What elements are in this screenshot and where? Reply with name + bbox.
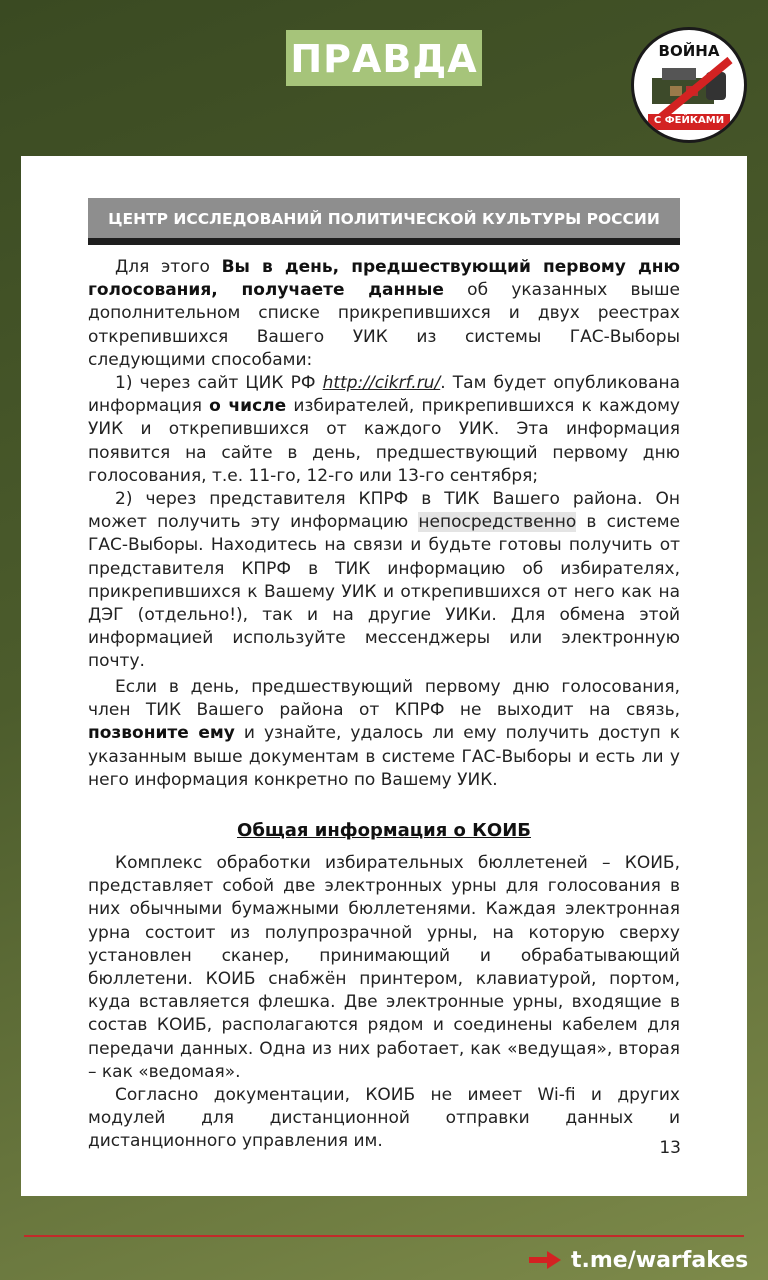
paragraph-3: 2) через представителя КПРФ в ТИК Вашего района. Он может получить эту информацию непосредственно в системе ГАС-Выборы. Находитесь на связи и будьте готовы получить от представителя КПРФ в ТИК информацию об избирателях, прикрепившихся к Вашему УИК и открепившихся от него как на ДЭГ (отдельно!), так и на другие УИКи. Для обмена этой информацией используйте мессенджеры или электронную почту.: [88, 489, 680, 672]
footer-channel-link[interactable]: [529, 1245, 748, 1275]
page-number: 13: [659, 1138, 681, 1158]
document-body-bottom: [88, 852, 680, 1154]
document-page: [21, 156, 747, 1196]
document-body-middle: [88, 676, 680, 792]
document-header: ЦЕНТР ИССЛЕДОВАНИЙ ПОЛИТИЧЕСКОЙ КУЛЬТУРЫ РОССИИ: [88, 198, 680, 245]
paragraph-2: 1) через сайт ЦИК РФ http://cikrf.ru/. Там будет опубликована информация о числе избирателей, прикрепившихся к каждому УИК и открепившихся от каждого УИК. Эта информация появится на сайте в день, предшествующий первому дню голосования, т.е. 11-го, 12-го или 13-го сентября;: [88, 373, 680, 486]
paragraph-6: Согласно документации, КОИБ не имеет Wi-fi и других модулей для дистанционной отправки данных и дистанционного управления им.: [88, 1085, 680, 1152]
section-title: Общая информация о КОИБ: [237, 820, 531, 841]
verdict-badge: ПРАВДА: [286, 30, 482, 86]
channel-link-text[interactable]: t.me/warfakes: [571, 1247, 749, 1273]
logo-top-text: ВОЙНА: [658, 42, 720, 60]
cik-link[interactable]: http://cikrf.ru/: [322, 373, 441, 394]
paragraph-4: Если в день, предшествующий первому дню голосования, член ТИК Вашего района от КПРФ не выходит на связь, позвоните ему и узнайте, удалось ли ему получить доступ к указанным выше документам в системе ГАС-Выборы и есть ли у него информация конкретно по Вашему УИК.: [88, 677, 680, 790]
paragraph-1: Для этого Вы в день, предшествующий первому дню голосования, получаете данные об указанных выше дополнительном списке прикрепившихся и двух реестрах открепившихся Вашего УИК из системы ГАС-Выборы следующими способами:: [88, 257, 680, 370]
document-body-top: [88, 256, 680, 674]
arrow-right-icon: [529, 1251, 561, 1269]
paragraph-5: Комплекс обработки избирательных бюллетеней – КОИБ, представляет собой две электронных урны для голосования в них обычными бумажными бюллетенями. Каждая электронная урна состоит из полупрозрачной урны, на которую сверху установлен сканер, принимающий и обрабатывающий бюллетени. КОИБ снабжён принтером, клавиатурой, портом, куда вставляется флешка. Две электронные урны, входящие в состав КОИБ, располагаются рядом и соединены кабелем для передачи данных. Одна из них работает, как «ведущая», вторая – как «ведомая».: [88, 853, 680, 1082]
war-on-fakes-logo[interactable]: [631, 27, 747, 143]
logo-bottom-text: С ФЕЙКАМИ: [653, 115, 725, 126]
footer-divider: [24, 1235, 744, 1237]
